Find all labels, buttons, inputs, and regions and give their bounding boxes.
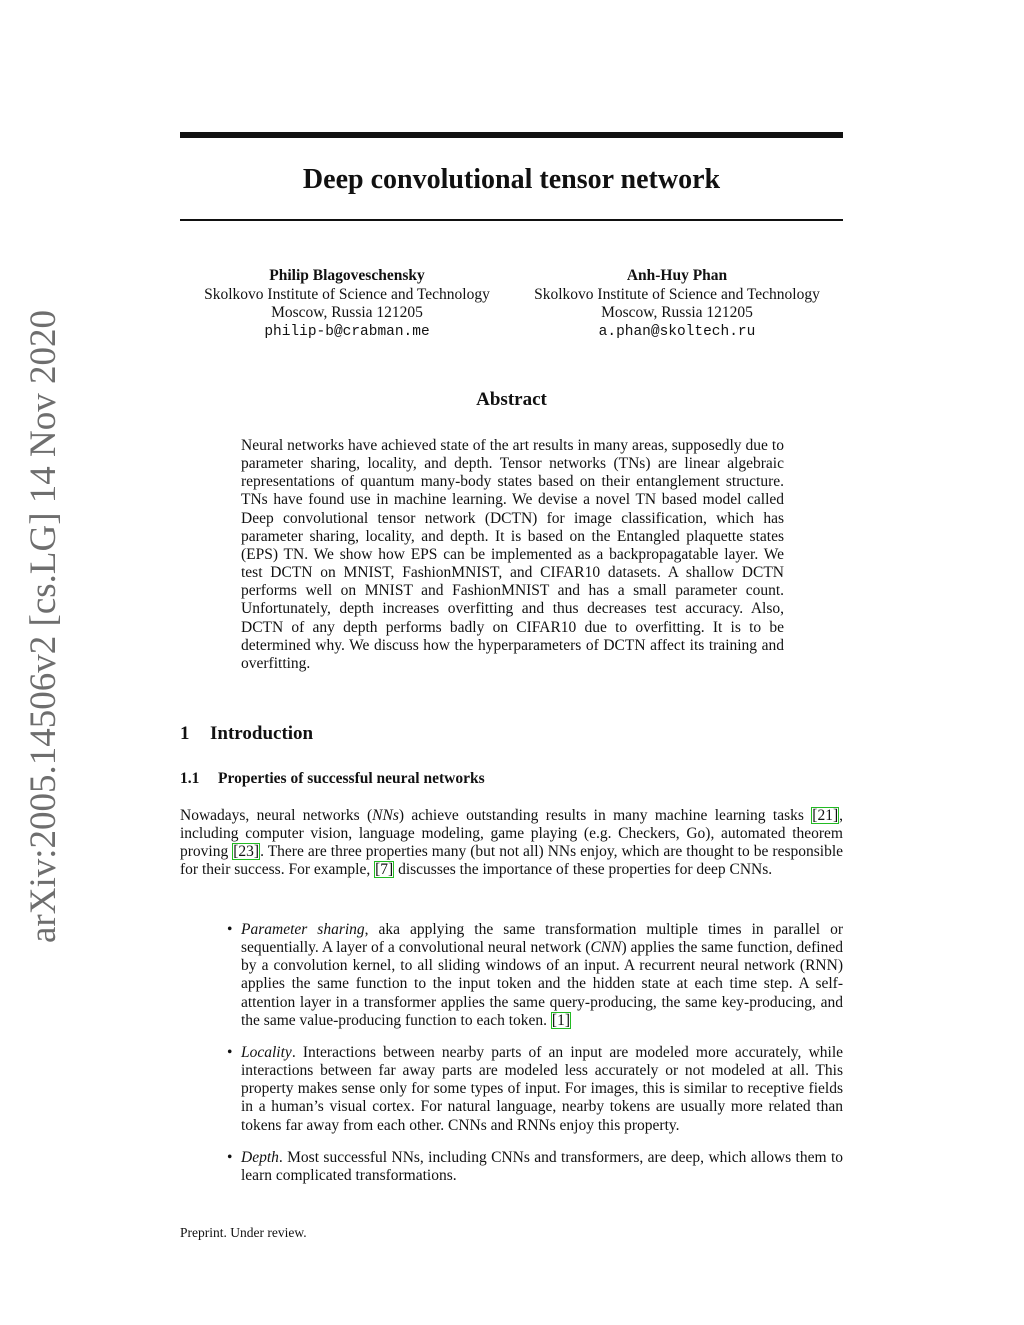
author-block-2 bbox=[512, 267, 842, 341]
subsection-title: Properties of successful neural networks bbox=[218, 770, 485, 787]
author-address: Moscow, Russia 121205 bbox=[271, 304, 423, 321]
citation-link[interactable]: [1] bbox=[551, 1011, 570, 1029]
author-block-1 bbox=[182, 267, 512, 341]
list-item bbox=[180, 1149, 843, 1185]
subsection-number: 1.1 bbox=[180, 770, 200, 787]
bullet-icon: • bbox=[227, 1148, 233, 1166]
section-heading bbox=[180, 722, 313, 746]
title-top-rule bbox=[180, 132, 843, 138]
list-item bbox=[180, 1044, 843, 1135]
text-run: ) applies the same function, defined by a convolution kernel, to all sliding windows of an input. A recurrent neural network (RNN) applies the same function to the input token and the hidden state at each time step. A self-attention layer in a transformer applies the same query-producing, the same key-producing, and the same value-producing function to each token. bbox=[241, 939, 843, 1029]
subsection-heading bbox=[180, 769, 485, 789]
bullet-icon: • bbox=[227, 921, 233, 938]
text-run: discusses the importance of these properties for deep CNNs. bbox=[394, 861, 773, 879]
text-run: Nowadays, neural networks ( bbox=[180, 807, 373, 824]
text-run: . There are three properties many (but not all) NNs enjoy, which are thought to be responsible for their success. For example, bbox=[180, 843, 844, 879]
page-footer: Preprint. Under review. bbox=[180, 1225, 307, 1240]
properties-list bbox=[180, 921, 843, 1185]
abstract-text: Neural networks have achieved state of the art results in many areas, supposedly due to parameter sharing, locality, and depth. Tensor networks (TNs) are linear algebraic representations of quantum many-body states based on their entanglement structure. TNs have found use in machine learning. We devise a novel TN based model called Deep convolutional tensor network (DCTN) for image classification, which has parameter sharing, locality, and depth. It is based on the Entangled plaquette states (EPS) TN. We show how EPS can be implemented as a backpropagatable layer. We test DCTN on MNIST, FashionMNIST, and CIFAR10 datasets. A shallow DCTN performs well on MNIST and FashionMNIST and has a small parameter count. Unfortunately, depth increases overfitting and thus decreases test accuracy. Also, DCTN of any depth performs badly on CIFAR10 due to overfitting. It is to be determined why. We discuss how the hyperparameters of DCTN affect its training and overfitting. bbox=[241, 437, 784, 672]
list-item bbox=[180, 921, 843, 1030]
text-run: , including computer vision, language modeling, game playing (e.g. Checkers, Go), automated theorem proving bbox=[180, 807, 843, 861]
author-address: Moscow, Russia 121205 bbox=[601, 304, 753, 321]
text-run: NNs bbox=[372, 807, 399, 824]
abstract-heading: Abstract bbox=[476, 389, 547, 410]
citation-link[interactable]: [23] bbox=[233, 843, 260, 861]
bullet-icon: • bbox=[227, 1043, 233, 1061]
text-run: , aka applying the same transformation multiple times in parallel or sequentially. A layer of a convolutional neural network ( bbox=[241, 921, 843, 957]
arxiv-identifier: arXiv:2005.14506v2 [cs.LG] 14 Nov 2020 bbox=[23, 309, 64, 943]
author-email[interactable]: philip-b@crabman.me bbox=[264, 323, 430, 340]
citation-link[interactable]: [21] bbox=[812, 807, 839, 824]
section-number: 1 bbox=[180, 723, 190, 744]
author-email[interactable]: a.phan@skoltech.ru bbox=[598, 323, 756, 340]
author-name: Anh-Huy Phan bbox=[626, 267, 728, 284]
author-name: Philip Blagoveschensky bbox=[269, 267, 425, 284]
bullet-term: Depth bbox=[241, 1148, 279, 1166]
bullet-term: Locality bbox=[241, 1043, 292, 1061]
text-run: . Most successful NNs, including CNNs and transformers, are deep, which allows them to learn complicated transformations. bbox=[241, 1148, 843, 1184]
paper-title: Deep convolutional tensor network bbox=[302, 164, 721, 195]
citation-link[interactable]: [7] bbox=[375, 861, 394, 879]
author-affiliation: Skolkovo Institute of Science and Technology bbox=[534, 285, 820, 303]
text-run: ) achieve outstanding results in many machine learning tasks bbox=[398, 807, 812, 824]
section-title: Introduction bbox=[210, 723, 314, 744]
author-affiliation: Skolkovo Institute of Science and Technology bbox=[204, 285, 490, 303]
text-run: CNN bbox=[590, 939, 622, 957]
bullet-term: Parameter sharing bbox=[241, 921, 365, 938]
intro-paragraph bbox=[180, 807, 843, 880]
text-run: . Interactions between nearby parts of an input are modeled more accurately, while interactions between far away parts are modeled less accurately or not modeled at all. This property makes sense only for some types of input. For images, this is similar to receptive fields in a human’s visual cortex. For natural language, nearby tokens are usually more related than tokens far away from each other. CNNs and RNNs enjoy this property. bbox=[241, 1043, 843, 1134]
title-bottom-rule bbox=[180, 219, 843, 221]
